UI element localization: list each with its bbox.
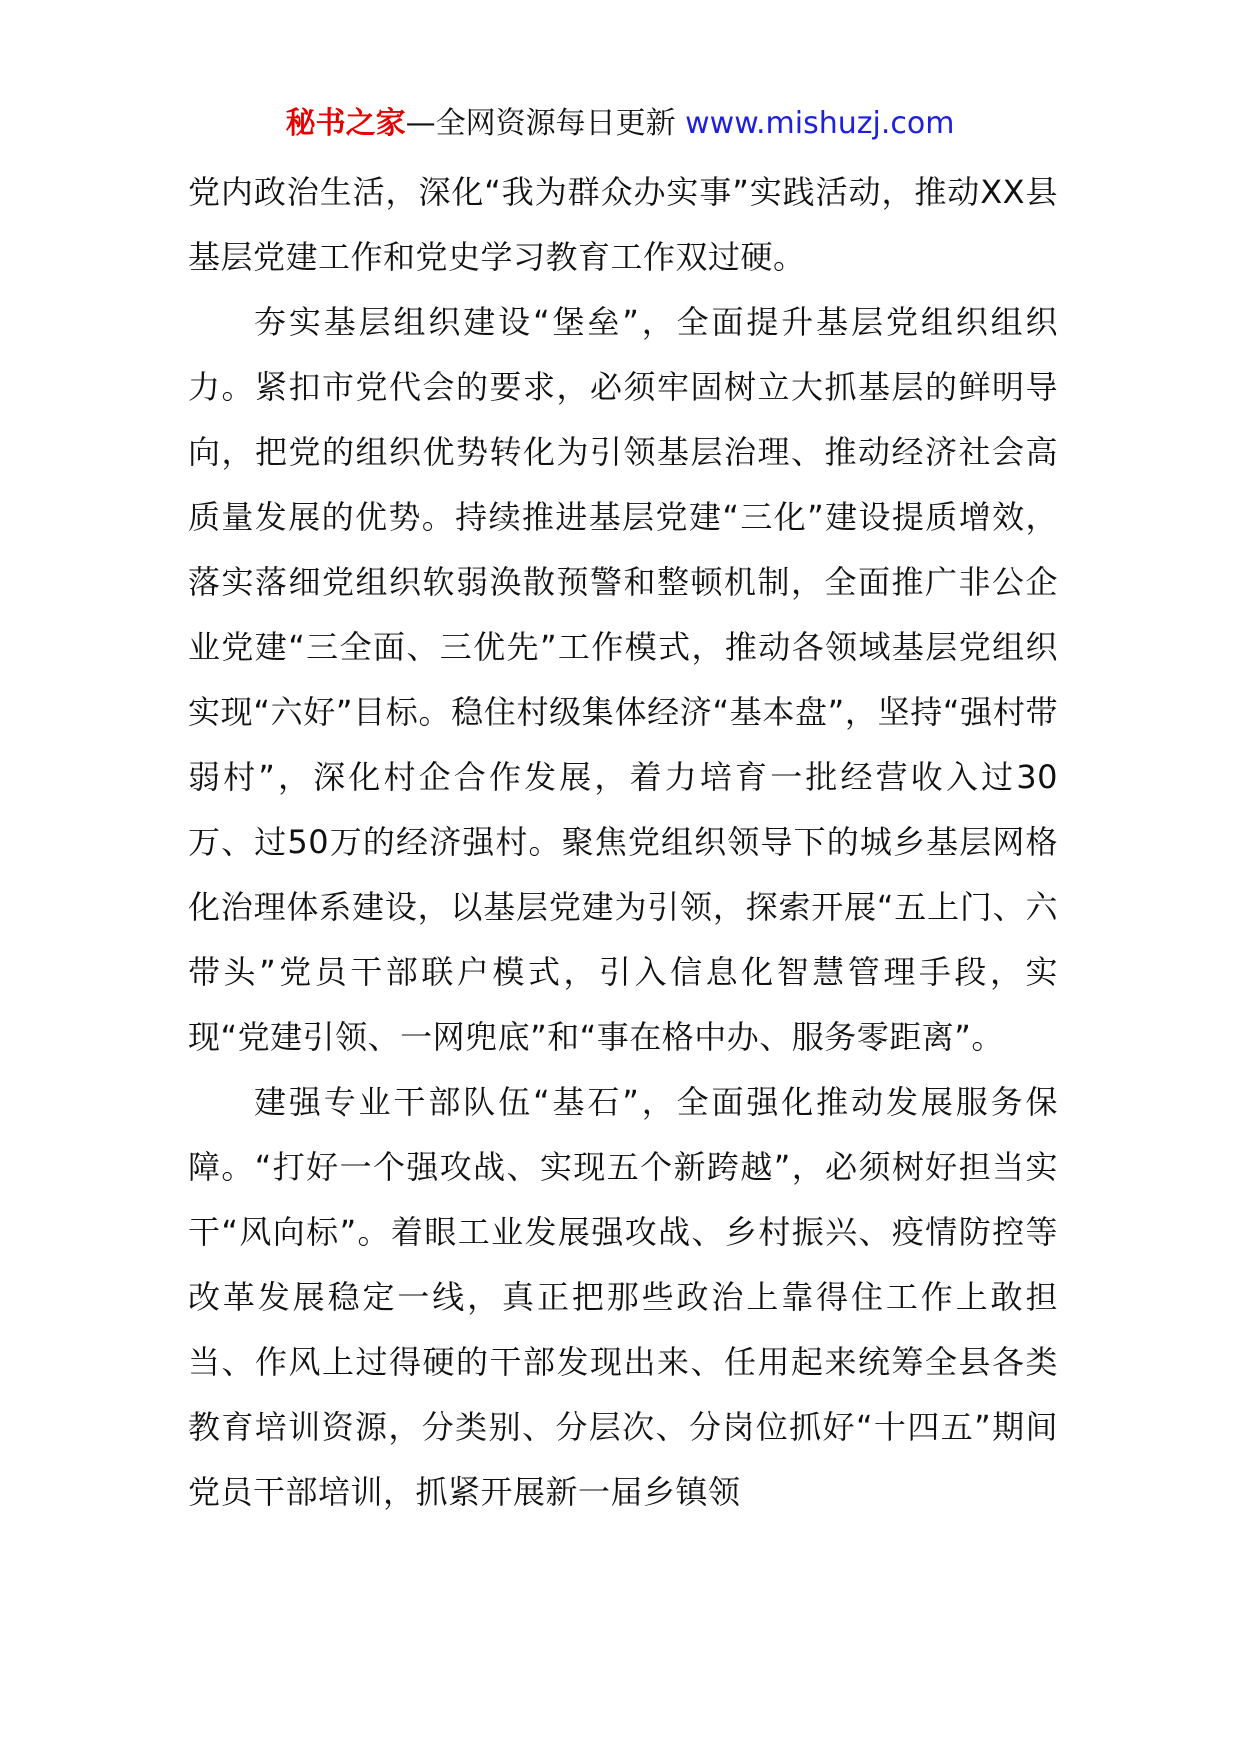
document-body (188, 160, 1058, 1525)
brand-name: 秘书之家 (285, 106, 406, 141)
paragraph-cadre-team: 建强专业干部队伍“基石”，全面强化推动发展服务保障。“打好一个强攻战、实现五个新跨越”，必须树好担当实干“风向标”。着眼工业发展强攻战、乡村振兴、疫情防控等改革发展稳定一线，真正把那些政治上靠得住工作上敢担当、作风上过得硬的干部发现出来、任用起来统筹全县各类教育培训资源，分类别、分层次、分岗位抓好“十四五”期间党员干部培训，抓紧开展新一届乡镇领 (188, 1083, 1058, 1511)
paragraph-continuation: 党内政治生活，深化“我为群众办实事”实践活动，推动XX县基层党建工作和党史学习教育工作双过硬。 (188, 173, 1058, 276)
site-header (0, 104, 1240, 144)
header-tagline: —全网资源每日更新 (405, 106, 686, 141)
paragraph-organization-building: 夯实基层组织建设“堡垒”，全面提升基层党组织组织力。紧扣市党代会的要求，必须牢固树立大抓基层的鲜明导向，把党的组织优势转化为引领基层治理、推动经济社会高质量发展的优势。持续推进基层党建“三化”建设提质增效，落实落细党组织软弱涣散预警和整顿机制，全面推广非公企业党建“三全面、三优先”工作模式，推动各领域基层党组织实现“六好”目标。稳住村级集体经济“基本盘”，坚持“强村带弱村”，深化村企合作发展，着力培育一批经营收入过30万、过50万的经济强村。聚焦党组织领导下的城乡基层网格化治理体系建设，以基层党建为引领，探索开展“五上门、六带头”党员干部联户模式，引入信息化智慧管理手段，实现“党建引领、一网兜底”和“事在格中办、服务零距离”。 (188, 303, 1058, 1056)
site-url-link[interactable]: www.mishuzj.com (685, 106, 955, 141)
